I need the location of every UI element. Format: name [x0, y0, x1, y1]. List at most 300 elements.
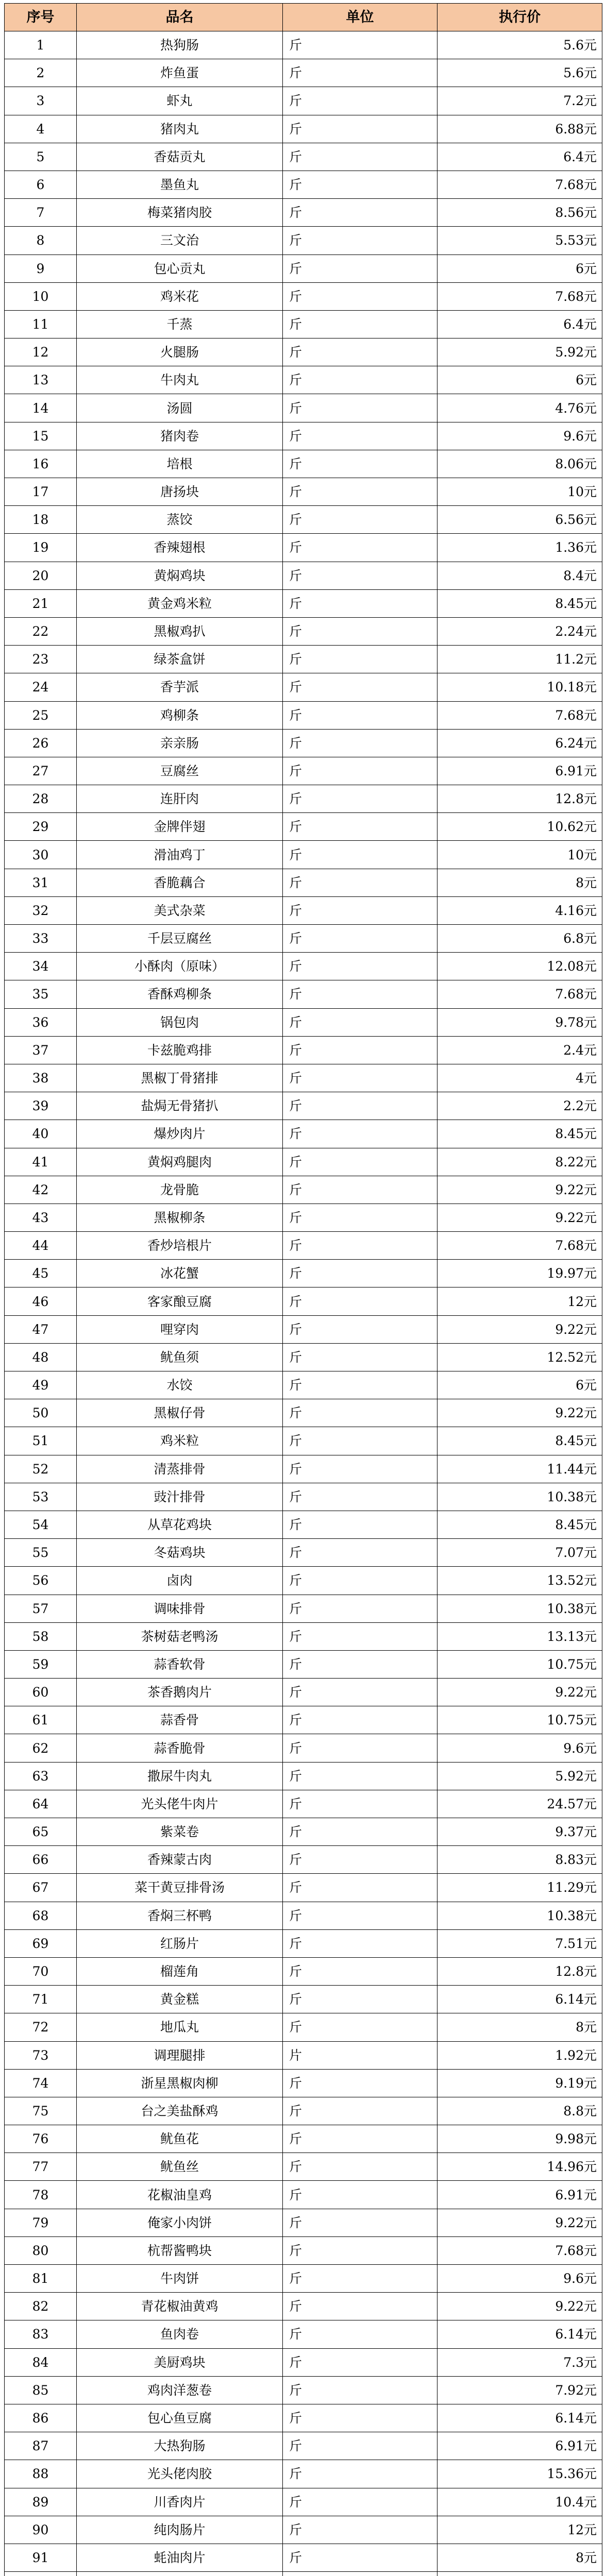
cell-name: 三文治 — [77, 227, 283, 255]
table-row — [5, 87, 602, 115]
table-row — [5, 1790, 602, 1818]
cell-unit: 斤 — [283, 1371, 437, 1399]
cell-index: 49 — [5, 1371, 77, 1399]
table-row — [5, 422, 602, 450]
cell-price: 4.76元 — [437, 394, 602, 422]
cell-price: 6.91元 — [437, 757, 602, 785]
cell-unit: 斤 — [283, 1874, 437, 1902]
cell-price: 10元 — [437, 841, 602, 869]
cell-price: 6.14元 — [437, 2404, 602, 2432]
cell-name: 豉汁排骨 — [77, 1483, 283, 1511]
cell-name: 汤圆 — [77, 394, 283, 422]
cell-unit: 斤 — [283, 589, 437, 617]
cell-name: 蒸饺 — [77, 506, 283, 534]
cell-price: 12.52元 — [437, 1343, 602, 1371]
table-row — [5, 2488, 602, 2516]
cell-index: 65 — [5, 1818, 77, 1846]
cell-index: 47 — [5, 1315, 77, 1343]
cell-unit: 斤 — [283, 701, 437, 729]
cell-index: 33 — [5, 925, 77, 953]
cell-price: 5.92元 — [437, 338, 602, 366]
cell-name: 黑椒丁骨猪排 — [77, 1064, 283, 1092]
cell-index: 74 — [5, 2069, 77, 2097]
cell-unit: 斤 — [283, 757, 437, 785]
table-row — [5, 1483, 602, 1511]
table-row — [5, 1148, 602, 1176]
cell-price: 6元 — [437, 366, 602, 394]
cell-name: 大热狗肠 — [77, 2432, 283, 2460]
cell-index: 79 — [5, 2209, 77, 2236]
cell-unit: 斤 — [283, 953, 437, 980]
cell-name: 黑椒柳条 — [77, 1204, 283, 1231]
cell-index: 72 — [5, 2013, 77, 2041]
cell-index: 30 — [5, 841, 77, 869]
cell-price: 12元 — [437, 2516, 602, 2544]
cell-price: 6.8元 — [437, 925, 602, 953]
cell-index: 58 — [5, 1622, 77, 1650]
cell-unit: 斤 — [283, 2516, 437, 2544]
cell-name: 茶树菇老鸭汤 — [77, 1622, 283, 1650]
cell-unit: 斤 — [283, 1455, 437, 1483]
cell-name: 香焖三杯鸭 — [77, 1902, 283, 1929]
cell-unit: 斤 — [283, 1986, 437, 2013]
cell-price: 5.6元 — [437, 59, 602, 87]
cell-name: 调味排骨 — [77, 1595, 283, 1622]
cell-name: 光头佬牛肉片 — [77, 1790, 283, 1818]
table-row — [5, 589, 602, 617]
cell-name: 杭帮酱鸭块 — [77, 2236, 283, 2264]
cell-unit: 斤 — [283, 59, 437, 87]
cell-index: 5 — [5, 143, 77, 171]
cell-index: 23 — [5, 646, 77, 673]
cell-name: 卤肉 — [77, 1567, 283, 1595]
cell-price: 7.2元 — [437, 87, 602, 115]
cell-unit: 斤 — [283, 2265, 437, 2293]
table-row — [5, 478, 602, 506]
header-price: 执行价 — [437, 4, 602, 31]
table-row — [5, 1679, 602, 1706]
cell-index: 22 — [5, 617, 77, 645]
cell-price: 10.75元 — [437, 1706, 602, 1734]
cell-name: 鱼肉卷 — [77, 2320, 283, 2348]
cell-unit: 斤 — [283, 2544, 437, 2571]
cell-price: 8.22元 — [437, 1148, 602, 1176]
cell-unit: 斤 — [283, 478, 437, 506]
cell-price: 11.29元 — [437, 1874, 602, 1902]
cell-name: 猪肉卷 — [77, 422, 283, 450]
cell-name: 亲亲肠 — [77, 729, 283, 757]
cell-price: 6.4元 — [437, 143, 602, 171]
cell-name: 冬菇鸡块 — [77, 1539, 283, 1567]
cell-unit: 斤 — [283, 31, 437, 59]
cell-unit: 斤 — [283, 1036, 437, 1064]
cell-name: 水饺 — [77, 1371, 283, 1399]
table-row — [5, 1846, 602, 1874]
table-row — [5, 1539, 602, 1567]
table-row — [5, 980, 602, 1008]
table-row — [5, 1706, 602, 1734]
cell-name: 包心鱼豆腐 — [77, 2404, 283, 2432]
cell-name: 台之美盐酥鸡 — [77, 2097, 283, 2125]
cell-name: 虾丸 — [77, 87, 283, 115]
cell-name: 俺家小肉饼 — [77, 2209, 283, 2236]
cell-name: 培根 — [77, 450, 283, 478]
table-row — [5, 1008, 602, 1036]
cell-name: 唐扬块 — [77, 478, 283, 506]
table-row — [5, 2125, 602, 2153]
cell-name: 千层豆腐丝 — [77, 925, 283, 953]
cell-index: 50 — [5, 1399, 77, 1427]
cell-price: 12.08元 — [437, 953, 602, 980]
cell-index: 88 — [5, 2460, 77, 2488]
header-name: 品名 — [77, 4, 283, 31]
cell-unit: 斤 — [283, 2013, 437, 2041]
cell-unit: 斤 — [283, 2236, 437, 2264]
cell-price: 11.2元 — [437, 646, 602, 673]
table-row — [5, 2153, 602, 2181]
cell-index: 27 — [5, 757, 77, 785]
table-row — [5, 1734, 602, 1762]
cell-name: 黄焖鸡块 — [77, 562, 283, 589]
table-row — [5, 2069, 602, 2097]
cell-price: 6.91元 — [437, 2181, 602, 2209]
cell-price: 7.68元 — [437, 282, 602, 310]
cell-unit: 斤 — [283, 2376, 437, 2404]
cell-unit: 斤 — [283, 2181, 437, 2209]
table-row — [5, 2041, 602, 2069]
table-row — [5, 1622, 602, 1650]
cell-name: 猪肉丸 — [77, 115, 283, 143]
cell-price: 9.22元 — [437, 1315, 602, 1343]
cell-index: 26 — [5, 729, 77, 757]
cell-price: 6元 — [437, 1371, 602, 1399]
cell-index: 85 — [5, 2376, 77, 2404]
cell-unit: 斤 — [283, 394, 437, 422]
cell-index: 69 — [5, 1929, 77, 1957]
table-row — [5, 282, 602, 310]
table-row — [5, 59, 602, 87]
table-row — [5, 925, 602, 953]
cell-index: 17 — [5, 478, 77, 506]
cell-unit: 斤 — [283, 1539, 437, 1567]
cell-price: 5.92元 — [437, 1762, 602, 1790]
cell-index: 63 — [5, 1762, 77, 1790]
cell-unit: 斤 — [283, 506, 437, 534]
cell-name: 龙骨脆 — [77, 1176, 283, 1204]
cell-index: 34 — [5, 953, 77, 980]
table-row — [5, 1260, 602, 1287]
cell-unit: 斤 — [283, 282, 437, 310]
cell-index: 54 — [5, 1511, 77, 1538]
cell-index: 9 — [5, 255, 77, 282]
cell-index: 44 — [5, 1232, 77, 1260]
cell-price: 8元 — [437, 869, 602, 896]
cell-unit: 斤 — [283, 646, 437, 673]
cell-unit: 斤 — [283, 2069, 437, 2097]
cell-price: 7.3元 — [437, 2348, 602, 2376]
cell-name: 香辣蒙古肉 — [77, 1846, 283, 1874]
cell-name: 冰花蟹 — [77, 1260, 283, 1287]
cell-price: 9.19元 — [437, 2069, 602, 2097]
cell-index: 87 — [5, 2432, 77, 2460]
cell-unit: 斤 — [283, 1734, 437, 1762]
cell-index: 29 — [5, 813, 77, 841]
cell-price: 6.14元 — [437, 1986, 602, 2013]
cell-name: 蚝油肉片 — [77, 2544, 283, 2571]
cell-index: 76 — [5, 2125, 77, 2153]
cell-index: 67 — [5, 1874, 77, 1902]
cell-index: 90 — [5, 2516, 77, 2544]
cell-index: 83 — [5, 2320, 77, 2348]
cell-unit: 斤 — [283, 617, 437, 645]
cell-unit: 斤 — [283, 925, 437, 953]
cell-index: 41 — [5, 1148, 77, 1176]
cell-name: 黄焖鸡腿肉 — [77, 1148, 283, 1176]
cell-unit: 斤 — [283, 1343, 437, 1371]
cell-price: 7.68元 — [437, 1232, 602, 1260]
table-row — [5, 1287, 602, 1315]
cell-index: 57 — [5, 1595, 77, 1622]
cell-price: 7.51元 — [437, 1929, 602, 1957]
cell-unit: 斤 — [283, 422, 437, 450]
cell-index: 53 — [5, 1483, 77, 1511]
cell-price: 6.56元 — [437, 506, 602, 534]
cell-name: 鸡柳条 — [77, 701, 283, 729]
cell-name: 榴莲角 — [77, 1957, 283, 1985]
cell-unit: 斤 — [283, 199, 437, 227]
cell-index: 68 — [5, 1902, 77, 1929]
cell-unit: 斤 — [283, 1595, 437, 1622]
cell-unit: 斤 — [283, 366, 437, 394]
cell-price: 6.91元 — [437, 2432, 602, 2460]
cell-unit: 斤 — [283, 1762, 437, 1790]
cell-name: 青花椒油黄鸡 — [77, 2293, 283, 2320]
table-row — [5, 1595, 602, 1622]
cell-price: 8.45元 — [437, 589, 602, 617]
cell-price: 7.07元 — [437, 1539, 602, 1567]
cell-price: 10.38元 — [437, 1902, 602, 1929]
table-row — [5, 143, 602, 171]
table-row — [5, 673, 602, 701]
price-table — [4, 3, 602, 2576]
cell-index: 43 — [5, 1204, 77, 1231]
cell-price: 13.13元 — [437, 1622, 602, 1650]
cell-unit: 斤 — [283, 2488, 437, 2516]
cell-unit: 斤 — [283, 1287, 437, 1315]
table-row — [5, 1650, 602, 1678]
cell-name: 鱿鱼花 — [77, 2125, 283, 2153]
cell-unit: 斤 — [283, 1790, 437, 1818]
cell-name: 香酥鸡柳条 — [77, 980, 283, 1008]
cell-index: 6 — [5, 171, 77, 198]
cell-unit: 斤 — [283, 813, 437, 841]
cell-index: 73 — [5, 2041, 77, 2069]
table-header — [5, 4, 602, 31]
table-row — [5, 1343, 602, 1371]
table-row — [5, 785, 602, 813]
cell-name: 浙星黑椒肉柳 — [77, 2069, 283, 2097]
cell-name: 鸡肉洋葱卷 — [77, 2376, 283, 2404]
cell-unit: 斤 — [283, 1706, 437, 1734]
table-row — [5, 2544, 602, 2571]
cell-unit: 斤 — [283, 87, 437, 115]
table-row — [5, 562, 602, 589]
cell-price: 24.57元 — [437, 1790, 602, 1818]
cell-name: 红肠片 — [77, 1929, 283, 1957]
cell-name: 蒜香脆骨 — [77, 1734, 283, 1762]
cell-index: 71 — [5, 1986, 77, 2013]
cell-price: 8元 — [437, 2013, 602, 2041]
cell-name: 光头佬肉胶 — [77, 2460, 283, 2488]
cell-unit: 斤 — [283, 1650, 437, 1678]
table-row — [5, 1399, 602, 1427]
cell-price: 8.45元 — [437, 1511, 602, 1538]
cell-index: 38 — [5, 1064, 77, 1092]
table-row — [5, 2293, 602, 2320]
cell-name: 美式杂菜 — [77, 896, 283, 924]
cell-name: 客家酿豆腐 — [77, 1287, 283, 1315]
cell-price: 9.22元 — [437, 2293, 602, 2320]
cell-name — [77, 2572, 283, 2576]
cell-price: 9.22元 — [437, 1679, 602, 1706]
cell-unit: 斤 — [283, 980, 437, 1008]
cell-unit: 斤 — [283, 1679, 437, 1706]
cell-unit: 斤 — [283, 1092, 437, 1120]
cell-name: 黄金糕 — [77, 1986, 283, 2013]
table-row — [5, 1176, 602, 1204]
cell-index: 82 — [5, 2293, 77, 2320]
table-row — [5, 171, 602, 198]
cell-index: 36 — [5, 1008, 77, 1036]
table-row — [5, 2265, 602, 2293]
cell-price: 6元 — [437, 255, 602, 282]
cell-unit: 斤 — [283, 2404, 437, 2432]
table-row — [5, 310, 602, 338]
cell-unit: 斤 — [283, 2209, 437, 2236]
cell-index: 51 — [5, 1427, 77, 1455]
cell-name: 鸡米花 — [77, 282, 283, 310]
cell-price: 9.6元 — [437, 1734, 602, 1762]
table-row — [5, 869, 602, 896]
cell-unit: 斤 — [283, 310, 437, 338]
cell-price: 5.53元 — [437, 227, 602, 255]
cell-index: 11 — [5, 310, 77, 338]
cell-unit: 斤 — [283, 1064, 437, 1092]
cell-name: 香脆藕合 — [77, 869, 283, 896]
table-row — [5, 1929, 602, 1957]
cell-unit: 斤 — [283, 1399, 437, 1427]
cell-unit: 斤 — [283, 673, 437, 701]
cell-price: 7.68元 — [437, 2236, 602, 2264]
cell-index: 3 — [5, 87, 77, 115]
cell-unit: 斤 — [283, 255, 437, 282]
cell-index: 91 — [5, 2544, 77, 2571]
table-row — [5, 1371, 602, 1399]
cell-unit: 斤 — [283, 1483, 437, 1511]
table-row — [5, 2376, 602, 2404]
cell-name: 纯肉肠片 — [77, 2516, 283, 2544]
cell-unit: 斤 — [283, 1315, 437, 1343]
table-row — [5, 450, 602, 478]
cell-unit: 斤 — [283, 896, 437, 924]
table-row — [5, 366, 602, 394]
cell-unit: 斤 — [283, 2320, 437, 2348]
cell-price: 9.22元 — [437, 1204, 602, 1231]
cell-price: 9.6元 — [437, 422, 602, 450]
cell-unit: 斤 — [283, 785, 437, 813]
cell-index: 2 — [5, 59, 77, 87]
table-row — [5, 896, 602, 924]
cell-name: 香辣翅根 — [77, 534, 283, 562]
cell-unit: 斤 — [283, 841, 437, 869]
cell-price: 9.22元 — [437, 1176, 602, 1204]
table-row — [5, 2236, 602, 2264]
cell-index: 75 — [5, 2097, 77, 2125]
cell-price: 8.56元 — [437, 199, 602, 227]
table-row — [5, 255, 602, 282]
cell-index: 8 — [5, 227, 77, 255]
cell-unit: 斤 — [283, 1176, 437, 1204]
table-row — [5, 227, 602, 255]
cell-price: 8.4元 — [437, 562, 602, 589]
table-row — [5, 1455, 602, 1483]
header-row — [5, 4, 602, 31]
cell-index: 15 — [5, 422, 77, 450]
cell-unit: 斤 — [283, 869, 437, 896]
cell-name: 鱿鱼须 — [77, 1343, 283, 1371]
header-index: 序号 — [5, 4, 77, 31]
table-body — [5, 31, 602, 2576]
cell-index: 59 — [5, 1650, 77, 1678]
cell-index: 28 — [5, 785, 77, 813]
cell-price: 9.78元 — [437, 1008, 602, 1036]
cell-index: 56 — [5, 1567, 77, 1595]
table-row — [5, 841, 602, 869]
cell-name: 牛肉丸 — [77, 366, 283, 394]
table-row — [5, 2404, 602, 2432]
cell-name: 黑椒鸡扒 — [77, 617, 283, 645]
cell-index: 7 — [5, 199, 77, 227]
table-row — [5, 2516, 602, 2544]
cell-unit: 斤 — [283, 338, 437, 366]
cell-name: 香芋派 — [77, 673, 283, 701]
table-row — [5, 2181, 602, 2209]
cell-name: 豆腐丝 — [77, 757, 283, 785]
cell-price: 5.6元 — [437, 31, 602, 59]
cell-name: 从草花鸡块 — [77, 1511, 283, 1538]
cell-price: 10元 — [437, 478, 602, 506]
cell-name: 美厨鸡块 — [77, 2348, 283, 2376]
cell-price — [437, 2572, 602, 2576]
cell-unit: 斤 — [283, 2125, 437, 2153]
cell-price: 12元 — [437, 1287, 602, 1315]
cell-name: 清蒸排骨 — [77, 1455, 283, 1483]
cell-unit — [283, 2572, 437, 2576]
table-row — [5, 1036, 602, 1064]
cell-price: 9.37元 — [437, 1818, 602, 1846]
cell-name: 地瓜丸 — [77, 2013, 283, 2041]
cell-index: 60 — [5, 1679, 77, 1706]
table-row — [5, 2209, 602, 2236]
cell-price: 6.4元 — [437, 310, 602, 338]
cell-price: 2.2元 — [437, 1092, 602, 1120]
cell-index: 19 — [5, 534, 77, 562]
cell-price: 7.92元 — [437, 2376, 602, 2404]
cell-index: 25 — [5, 701, 77, 729]
cell-name: 香菇贡丸 — [77, 143, 283, 171]
cell-name: 包心贡丸 — [77, 255, 283, 282]
cell-name: 爆炒肉片 — [77, 1120, 283, 1148]
